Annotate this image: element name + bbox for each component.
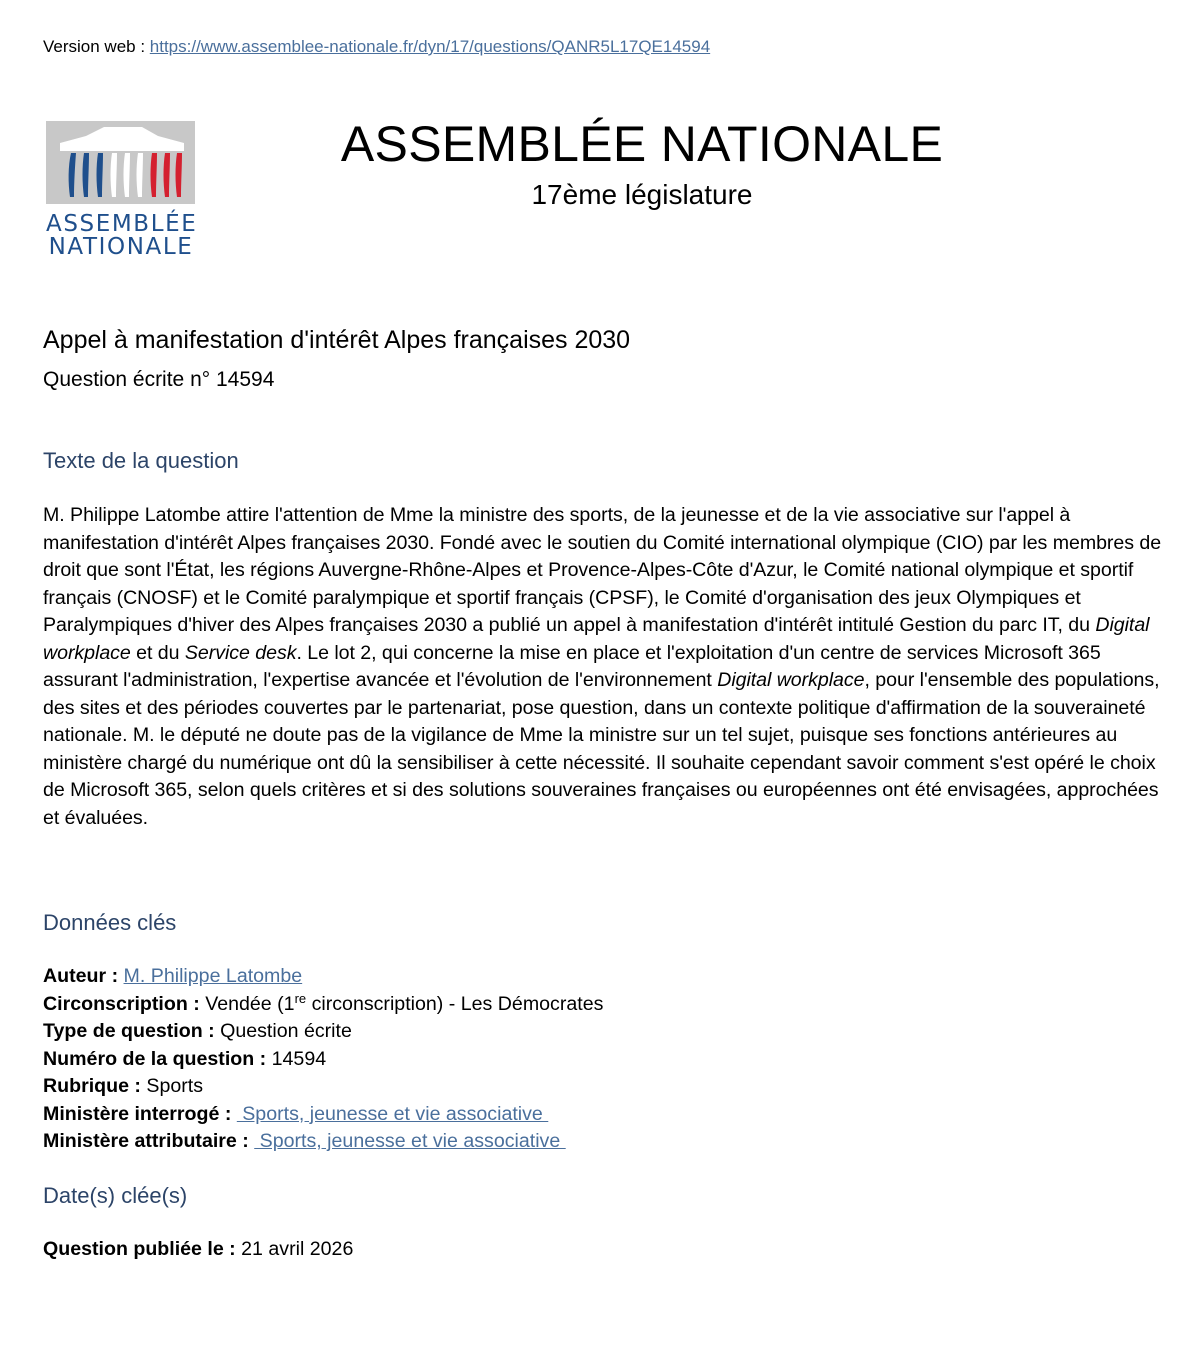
key-dates-heading: Date(s) clée(s) [43, 1183, 188, 1208]
constituency-value-sup: re [294, 990, 307, 1006]
author-label: Auteur : [43, 965, 124, 987]
question-number-row [43, 1046, 603, 1074]
ministry-questioned-link[interactable]: Sports, jeunesse et vie associative [236, 1102, 549, 1125]
header-subtitle: 17ème législature [531, 179, 753, 210]
logo-text-line2: NATIONALE [48, 234, 194, 260]
constituency-label: Circonscription : [43, 992, 206, 1015]
ministry-assigned-link[interactable]: Sports, jeunesse et vie associative [254, 1130, 566, 1152]
web-version-link[interactable]: https://www.assemblee-nationale.fr/dyn/17/questions/QANR5L17QE14594 [149, 37, 711, 56]
web-version-line [43, 36, 710, 58]
constituency-value-pre: Vendée (1 [205, 992, 295, 1015]
question-text-part: , pour l'ensemble des populations, des sites et des périodes couvertes par le partenariat, pose question, dans un contexte politique d'affirmation de la souveraineté nationale. M. le député ne doute pas de la vigilance de Mme la ministre sur un tel sujet, puisque ses fonctions antérieures au ministère chargé du numérique ont dû la sensibiliser à cette nécessité. Il souhaite cependant savoir comment s'est opéré le choix de Microsoft 365, selon quels critères et si des solutions souveraines françaises ou européennes ont été envisagées, approchées et évaluées. [43, 669, 1160, 829]
published-value: 21 avril 2026 [241, 1238, 354, 1260]
header-title: ASSEMBLÉE NATIONALE [340, 116, 944, 172]
assemblee-nationale-building-icon [46, 121, 195, 204]
question-number-label: Numéro de la question : [43, 1047, 272, 1070]
constituency-value [205, 990, 604, 1015]
question-text-part: . Le lot 2, qui concerne la mise en place et l'exploitation d'un centre de services Microsoft 365 assurant l'administration, l'expertise avancée et l'évolution de l'environnement [43, 641, 1101, 691]
rubric-value: Sports [146, 1075, 204, 1097]
author-link[interactable]: M. Philippe Latombe [123, 965, 303, 987]
ministry-questioned-row [43, 1101, 603, 1129]
constituency-value-post: circonscription) - Les Démocrates [306, 992, 604, 1015]
question-type-row [43, 1018, 603, 1046]
web-version-label: Version web : [43, 37, 150, 56]
question-text-heading: Texte de la question [43, 448, 239, 473]
question-type-label: Type de question : [43, 1020, 221, 1042]
ministry-questioned-label: Ministère interrogé : [43, 1102, 237, 1125]
question-text-italic: Service desk [184, 641, 297, 664]
published-date-row [43, 1236, 353, 1264]
logo-text-line1: ASSEMBLÉE [46, 211, 198, 237]
assemblee-nationale-logo [46, 121, 196, 261]
question-type-value: Question écrite [220, 1020, 352, 1042]
document-subtitle: Question écrite n° 14594 [43, 368, 275, 391]
rubric-label: Rubrique : [43, 1075, 147, 1097]
question-number-value: 14594 [271, 1047, 327, 1070]
question-text-part: et du [130, 641, 185, 664]
question-text-part: M. Philippe Latombe attire l'attention de Mme la ministre des sports, de la jeunesse et de la vie associative sur l'appel à manifestation d'intérêt Alpes françaises 2030. Fondé avec le soutien du Comité international olympique (CIO) par les membres de droit que sont l'État, les régions Auvergne-Rhône-Alpes et Provence-Alpes-Côte d'Azur, le Comité national olympique et sportif français (CNOSF) et le Comité paralympique et sportif français (CPSF), le Comité d'organisation des jeux Olympiques et Paralympiques d'hiver des Alpes françaises 2030 a publié un appel à manifestation d'intérêt intitulé Gestion du parc IT, du [43, 504, 1162, 636]
question-text-body [43, 502, 1168, 832]
ministry-assigned-row [43, 1128, 603, 1156]
question-text-italic: Digital workplace [43, 614, 1150, 664]
constituency-row [43, 991, 603, 1019]
published-label: Question publiée le : [43, 1238, 242, 1260]
question-text-italic: Digital workplace [717, 669, 865, 691]
rubric-row [43, 1073, 603, 1101]
author-row [43, 963, 603, 991]
document-title: Appel à manifestation d'intérêt Alpes françaises 2030 [43, 326, 631, 354]
key-data-heading: Données clés [43, 910, 177, 935]
ministry-assigned-label: Ministère attributaire : [43, 1130, 255, 1152]
key-data-list [43, 963, 603, 1156]
